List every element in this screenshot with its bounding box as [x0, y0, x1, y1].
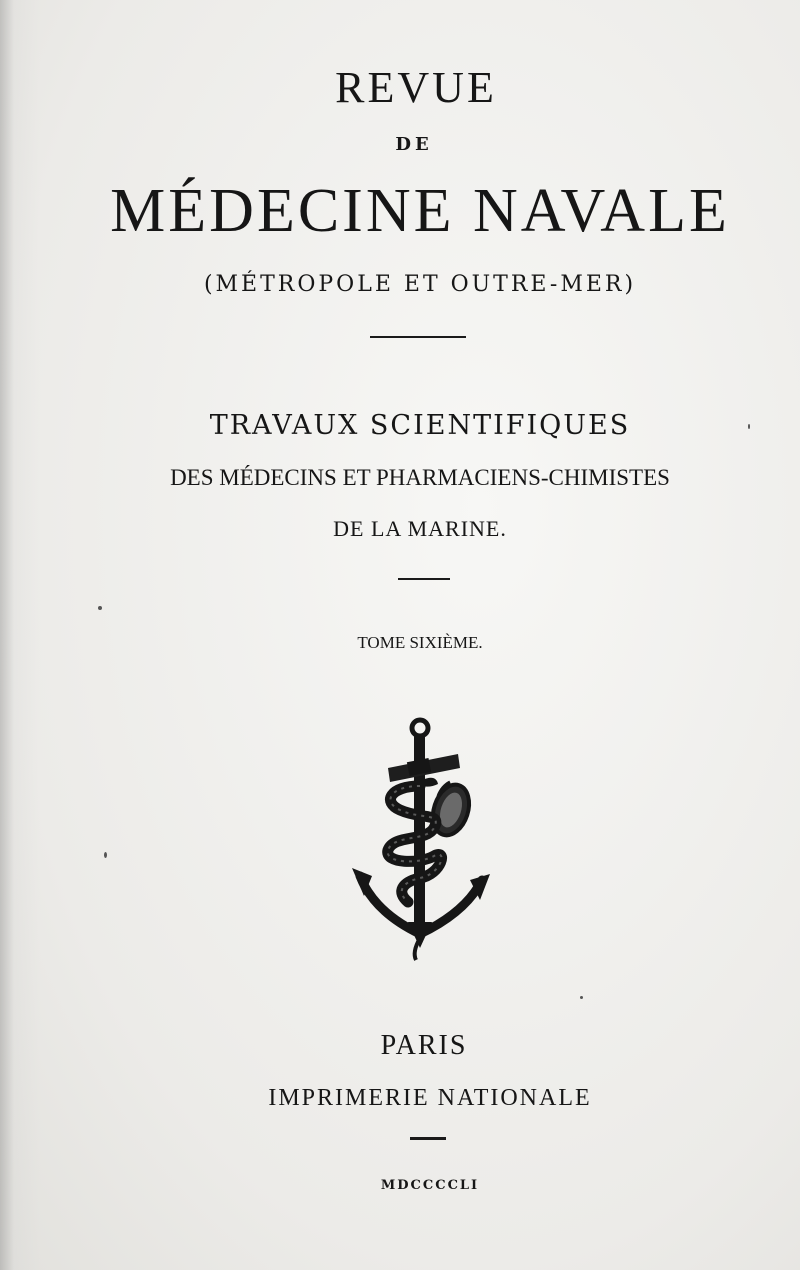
volume-label: TOME SIXIÈME. — [357, 633, 483, 652]
publication-city: PARIS — [380, 1030, 468, 1061]
journal-title-de: DE — [395, 134, 433, 155]
journal-subtitle: (MÉTROPOLE ET OUTRE-MER) — [203, 272, 637, 297]
paper-speck — [748, 424, 750, 429]
journal-main-title: MÉDECINE NAVALE — [110, 177, 730, 245]
divider-rule — [410, 1137, 446, 1140]
divider-rule — [370, 336, 466, 338]
paper-speck — [104, 852, 107, 858]
publication-year: MDCCCCLI — [380, 1178, 480, 1193]
journal-title-revue: REVUE — [335, 63, 497, 112]
section-subheading-2: DE LA MARINE. — [333, 516, 507, 541]
divider-rule — [398, 578, 450, 580]
anchor-caduceus-emblem-icon — [350, 716, 495, 961]
publisher-name: IMPRIMERIE NATIONALE — [268, 1085, 592, 1111]
section-heading: TRAVAUX SCIENTIFIQUES — [209, 410, 631, 441]
paper-speck — [580, 996, 583, 999]
section-subheading: DES MÉDECINS ET PHARMACIENS-CHIMISTES — [170, 465, 670, 490]
paper-speck — [98, 606, 102, 610]
